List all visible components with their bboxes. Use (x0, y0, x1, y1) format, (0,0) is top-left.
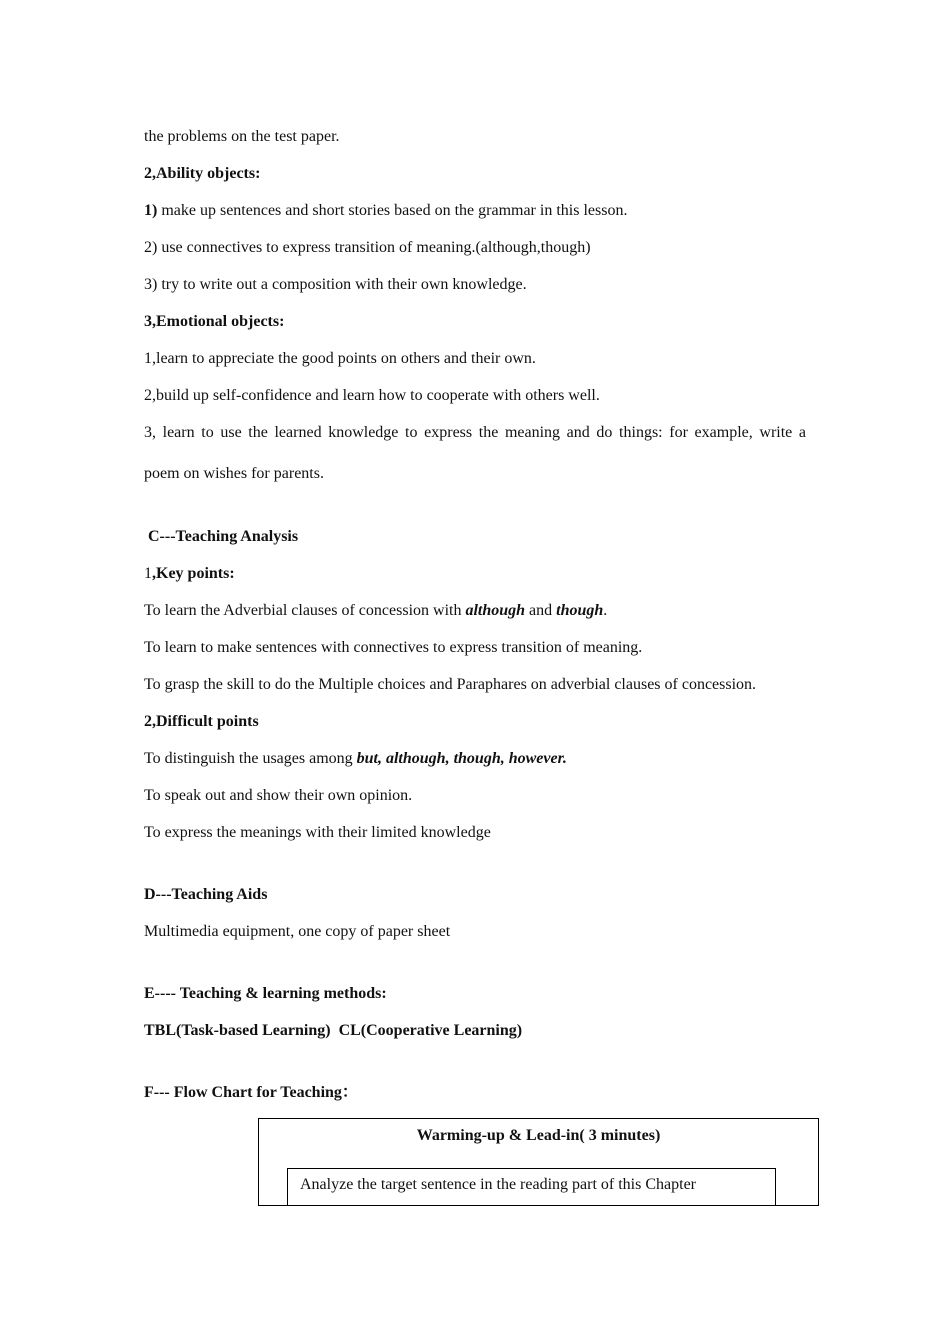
flow-chart-box (258, 1118, 819, 1206)
emotional-item-3-line-2: poem on wishes for parents. (144, 465, 324, 482)
key-point-2: To learn to make sentences with connectives to express transition of meaning. (144, 639, 643, 656)
emotional-item-3-line-1: 3, learn to use the learned knowledge to express the meaning and do things: for example, write a (144, 424, 806, 441)
key-points-label: ,Key points: (152, 565, 235, 582)
key-point-1-end: . (603, 602, 608, 619)
key-points-heading (144, 564, 235, 584)
key-point-1-pre: To learn the Adverbial clauses of concession with (144, 602, 466, 619)
key-point-3: To grasp the skill to do the Multiple choices and Paraphares on adverbial clauses of concession. (144, 676, 757, 693)
aids-text: Multimedia equipment, one copy of paper sheet (144, 923, 451, 940)
key-point-1-mid: and (525, 602, 557, 619)
flow-heading: F--- Flow Chart for Teaching： (144, 1084, 358, 1101)
emotional-heading: 3,Emotional objects: (144, 313, 285, 330)
emotional-item-2: 2,build up self-confidence and learn how to cooperate with others well. (144, 387, 600, 404)
ability-item-1-text: make up sentences and short stories based on the grammar in this lesson. (157, 202, 628, 219)
ability-item-1 (144, 201, 627, 221)
flow-chart-inner-box (287, 1168, 776, 1206)
intro-tail: the problems on the test paper. (144, 128, 340, 145)
methods-text: TBL(Task-based Learning) CL(Cooperative Learning) (144, 1022, 523, 1039)
ability-heading: 2,Ability objects: (144, 165, 261, 182)
difficult-point-1-pre: To distinguish the usages among (144, 750, 357, 767)
difficult-points-heading: 2,Difficult points (144, 713, 259, 730)
difficult-point-3: To express the meanings with their limited knowledge (144, 824, 491, 841)
flow-chart-box-title: Warming-up & Lead-in( 3 minutes) (416, 1127, 661, 1144)
aids-heading: D---Teaching Aids (144, 886, 268, 903)
difficult-point-1 (144, 749, 567, 769)
difficult-point-2: To speak out and show their own opinion. (144, 787, 413, 804)
methods-heading: E---- Teaching & learning methods: (144, 985, 387, 1002)
analysis-heading: C---Teaching Analysis (148, 528, 299, 545)
key-point-1-though: though (556, 602, 604, 619)
emotional-item-1: 1,learn to appreciate the good points on others and their own. (144, 350, 536, 367)
flow-chart-inner-text: Analyze the target sentence in the reading part of this Chapter (300, 1176, 696, 1193)
ability-item-1-num: 1) (144, 202, 158, 219)
key-point-1 (144, 601, 607, 621)
key-point-1-although: although (465, 602, 526, 619)
ability-item-3: 3) try to write out a composition with their own knowledge. (144, 276, 527, 293)
ability-item-2: 2) use connectives to express transition of meaning.(although,though) (144, 239, 591, 256)
difficult-point-1-words: but, although, though, however. (356, 750, 567, 767)
key-points-num: 1 (144, 565, 152, 582)
